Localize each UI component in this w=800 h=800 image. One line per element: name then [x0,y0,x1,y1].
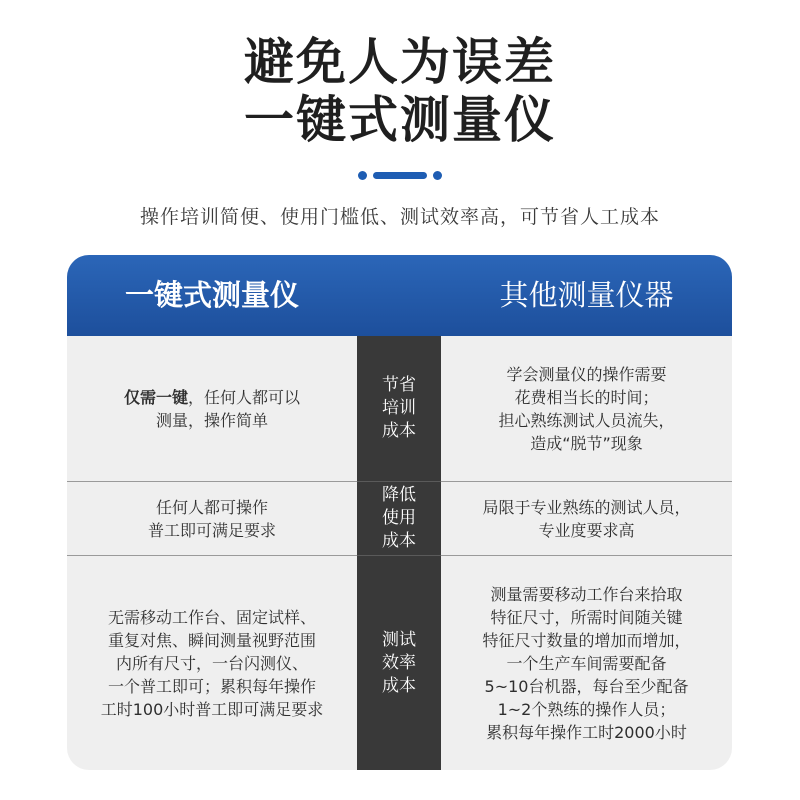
row3-right-cell [441,556,732,770]
row2-right-cell [441,482,732,555]
row3-category-label: 测试 效率 成本 [382,629,416,696]
bar-icon [373,172,427,179]
row3-category [357,556,441,770]
table-header [67,255,732,336]
row3-left-cell [67,556,357,770]
row3-right-text: 测量需要移动工作台来拾取 特征尺寸，所需时间随关键 特征尺寸数量的增加而增加， 一个生产车间需要配备 5~10台机器，每台至少配备 1~2个熟练的操作人员； 累积每年操作工时2000小时 [482,584,691,742]
dot-icon [358,171,367,180]
row2-category [357,482,441,555]
row1-right-text: 学会测量仪的操作需要 花费相当长的时间； 担心熟练测试人员流失， 造成“脱节”现象 [498,364,675,453]
row1-left-cell [67,336,357,481]
row1-category [357,336,441,481]
subtitle: 操作培训简便、使用门槛低、测试效率高，可节省人工成本 [139,206,660,228]
dot-icon [433,171,442,180]
row2-left-cell [67,482,357,555]
table-row [67,336,732,481]
row1-left-text: ，任何人都可以 测量，操作简单 [155,387,301,430]
decorative-divider [0,170,800,180]
table-row [67,482,732,555]
row1-left-bold-text: 仅需一键 [123,387,188,407]
comparison-table [67,255,732,770]
header-one-key-meter: 一键式测量仪 [124,278,299,312]
title-line-2: 一键式测量仪 [244,91,556,149]
header-other-instruments: 其他测量仪器 [499,278,674,312]
row2-category-label: 降低 使用 成本 [382,485,416,551]
row1-right-cell [441,336,732,481]
row1-category-label: 节省 培训 成本 [382,375,416,441]
row2-right-text: 局限于专业熟练的测试人员， 专业度要求高 [482,497,691,540]
table-row [67,556,732,770]
row2-left-text: 任何人都可操作 普工即可满足要求 [147,497,276,540]
title-line-1: 避免人为误差 [244,33,556,91]
row3-left-text: 无需移动工作台、固定试样、 重复对焦、瞬间测量视野范围 内所有尺寸，一台闪测仪、 一个普工即可；累积每年操作 工时100小时普工即可满足要求 [100,607,324,719]
